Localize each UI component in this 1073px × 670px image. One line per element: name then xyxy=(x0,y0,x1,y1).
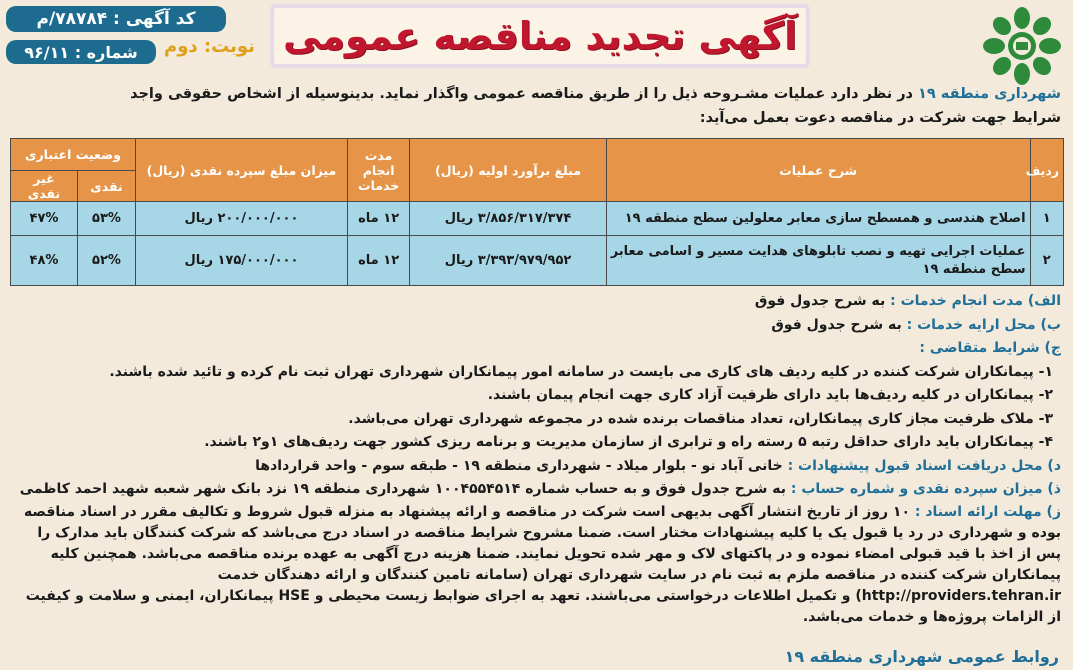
cell-description: اصلاح هندسی و همسطح سازی معابر معلولین سطح منطقه ۱۹ xyxy=(606,202,1030,236)
section-b xyxy=(11,314,1061,338)
section-e-text: به شرح جدول فوق و به حساب شماره ۱۰۰۴۵۵۴۵۱۴ شهرداری منطقه ۱۹ نزد بانک شهر شعبه شهید احمد کاظمی xyxy=(19,481,791,497)
title-banner xyxy=(270,4,810,68)
condition-3: ۳- ملاک ظرفیت مجاز کاری پیمانکاران، تعداد مناقصات برنده شده در مجموعه شهرداری تهران می‌باشد. xyxy=(348,410,1053,427)
condition-1: ۱- پیمانکاران شرکت کننده در کلیه ردیف های کاری می بایست در سامانه امور پیمانکاران شهرداری تهران ثبت نام کرده و تائید شده باشند. xyxy=(109,363,1053,380)
table-row xyxy=(11,236,1064,286)
ad-number-badge: شماره : ۹۶/۱۱ xyxy=(6,40,156,64)
turn-label: نوبت: دوم xyxy=(164,36,255,57)
table-header-row xyxy=(11,139,1064,171)
section-a-label: الف) مدت انجام خدمات : xyxy=(890,293,1061,309)
cell-description: عملیات اجرایی تهیه و نصب تابلوهای هدایت مسیر و اسامی معابر سطح منطقه ۱۹ xyxy=(606,236,1030,286)
header-deposit: میزان مبلغ سپرده نقدی (ریال) xyxy=(135,139,347,202)
operations-table xyxy=(10,138,1064,286)
section-f-text: ۱۰ روز از تاریخ انتشار آگهی بدیهی است شرکت در مناقصه و ارائه پیشنهاد به منزله قبول شروط و تکالیف مقرر در اسناد مناقصه بوده و شهرداری در رد یا قبول یک یا کلیه پیشنهادات مختار است. ضمنا مشروح شرایط مناقصه در اسناد درج می‌باشد که شرکت کنندگان باید مدارک را پس از اخذ با قید قبولی امضاء نموده و در پاکتهای لاک و مهر شده تحویل نمایند. ضمنا هزینه درج آگهی به عهده برنده مناقصه می‌باشد. همچنین کلیه پیمانکاران شرکت کننده در مناقصه ملزم به ثبت نام در سایت شهرداری تهران (سامانه تامین کنندگان و ارائه دهندگان خدمت http://providers.tehran.ir) و تکمیل اطلاعات درخواستی می‌باشند. تعهد به اجرای ضوابط زیست محیطی و HSE پیمانکاران، ایمنی و سلامت و کیفیت از الزامات پروژه‌ها و خدمات می‌باشد. xyxy=(23,503,1061,625)
intro-paragraph xyxy=(11,82,1061,130)
conditions-body xyxy=(11,290,1061,628)
cell-duration: ۱۲ ماه xyxy=(347,236,409,286)
condition-4: ۴- پیمانکاران باید دارای حداقل رتبه ۵ رسته راه و ترابری از سازمان مدیریت و برنامه ریزی کشور جهت ردیف‌های ۱و۲ باشند. xyxy=(204,434,1053,450)
page-title: آگهی تجدید مناقصه عمومی xyxy=(282,14,798,58)
header-noncash: غیر نقدی xyxy=(11,171,78,202)
tehran-municipality-logo-icon xyxy=(981,6,1063,86)
header-cash: نقدی xyxy=(77,171,135,202)
cell-deposit: ۱۷۵/۰۰۰/۰۰۰ ریال xyxy=(135,236,347,286)
header-duration: مدت انجام خدمات xyxy=(347,139,409,202)
cell-noncash: ۴۸% xyxy=(11,236,78,286)
ad-code-badge: کد آگهی : ۷۸۷۸۴/م xyxy=(6,6,226,32)
cell-estimate: ۳/۳۹۳/۹۷۹/۹۵۲ ریال xyxy=(410,236,606,286)
section-b-text: به شرح جدول فوق xyxy=(771,316,907,333)
header-row-no: ردیف xyxy=(1030,139,1063,202)
section-c xyxy=(11,337,1061,361)
footer-signature: روابط عمومی شهرداری منطقه ۱۹ xyxy=(784,647,1059,666)
intro-text-2: شرایط جهت شرکت در مناقصه دعوت بعمل می‌آید: xyxy=(699,110,1061,126)
header-description: شرح عملیات xyxy=(606,139,1030,202)
cell-cash: ۵۲% xyxy=(77,236,135,286)
header-credit: وضعیت اعتباری xyxy=(11,139,136,171)
section-f xyxy=(11,502,1061,628)
cell-cash: ۵۳% xyxy=(77,202,135,236)
condition-2: ۲- پیمانکاران در کلیه ردیف‌ها باید دارای ظرفیت آزاد کاری جهت انجام پیمان باشند. xyxy=(487,387,1053,403)
section-e-label: ذ) میزان سپرده نقدی و شماره حساب : xyxy=(790,481,1061,497)
section-d-label: د) محل دریافت اسناد قبول پیشنهادات : xyxy=(787,457,1061,474)
section-d-text: خانی آباد نو - بلوار میلاد - شهرداری منطقه ۱۹ - طبقه سوم - واحد قراردادها xyxy=(255,457,788,474)
section-d xyxy=(11,455,1061,479)
cell-row-no: ۱ xyxy=(1030,202,1063,236)
cell-duration: ۱۲ ماه xyxy=(347,202,409,236)
cell-deposit: ۲۰۰/۰۰۰/۰۰۰ ریال xyxy=(135,202,347,236)
cell-row-no: ۲ xyxy=(1030,236,1063,286)
section-c-label: ج) شرایط متقاضی : xyxy=(919,340,1061,356)
table-row xyxy=(11,202,1064,236)
cell-noncash: ۴۷% xyxy=(11,202,78,236)
section-b-label: ب) محل ارایه خدمات : xyxy=(906,316,1061,333)
section-a-text: به شرح جدول فوق xyxy=(754,293,891,309)
section-a xyxy=(11,290,1061,314)
header-estimate: مبلغ برآورد اولیه (ریال) xyxy=(410,139,606,202)
intro-text-1: در نظر دارد عملیات مشـروحه ذیل را از طریق مناقصه عمومی واگذار نماید. بدینوسیله از اشخاص حقوقی واجد xyxy=(130,86,919,102)
cell-estimate: ۳/۸۵۶/۳۱۷/۳۷۴ ریال xyxy=(410,202,606,236)
section-f-label: ز) مهلت ارائه اسناد : xyxy=(914,503,1061,520)
intro-org: شهرداری منطقه ۱۹ xyxy=(918,86,1061,102)
section-e xyxy=(11,478,1061,502)
